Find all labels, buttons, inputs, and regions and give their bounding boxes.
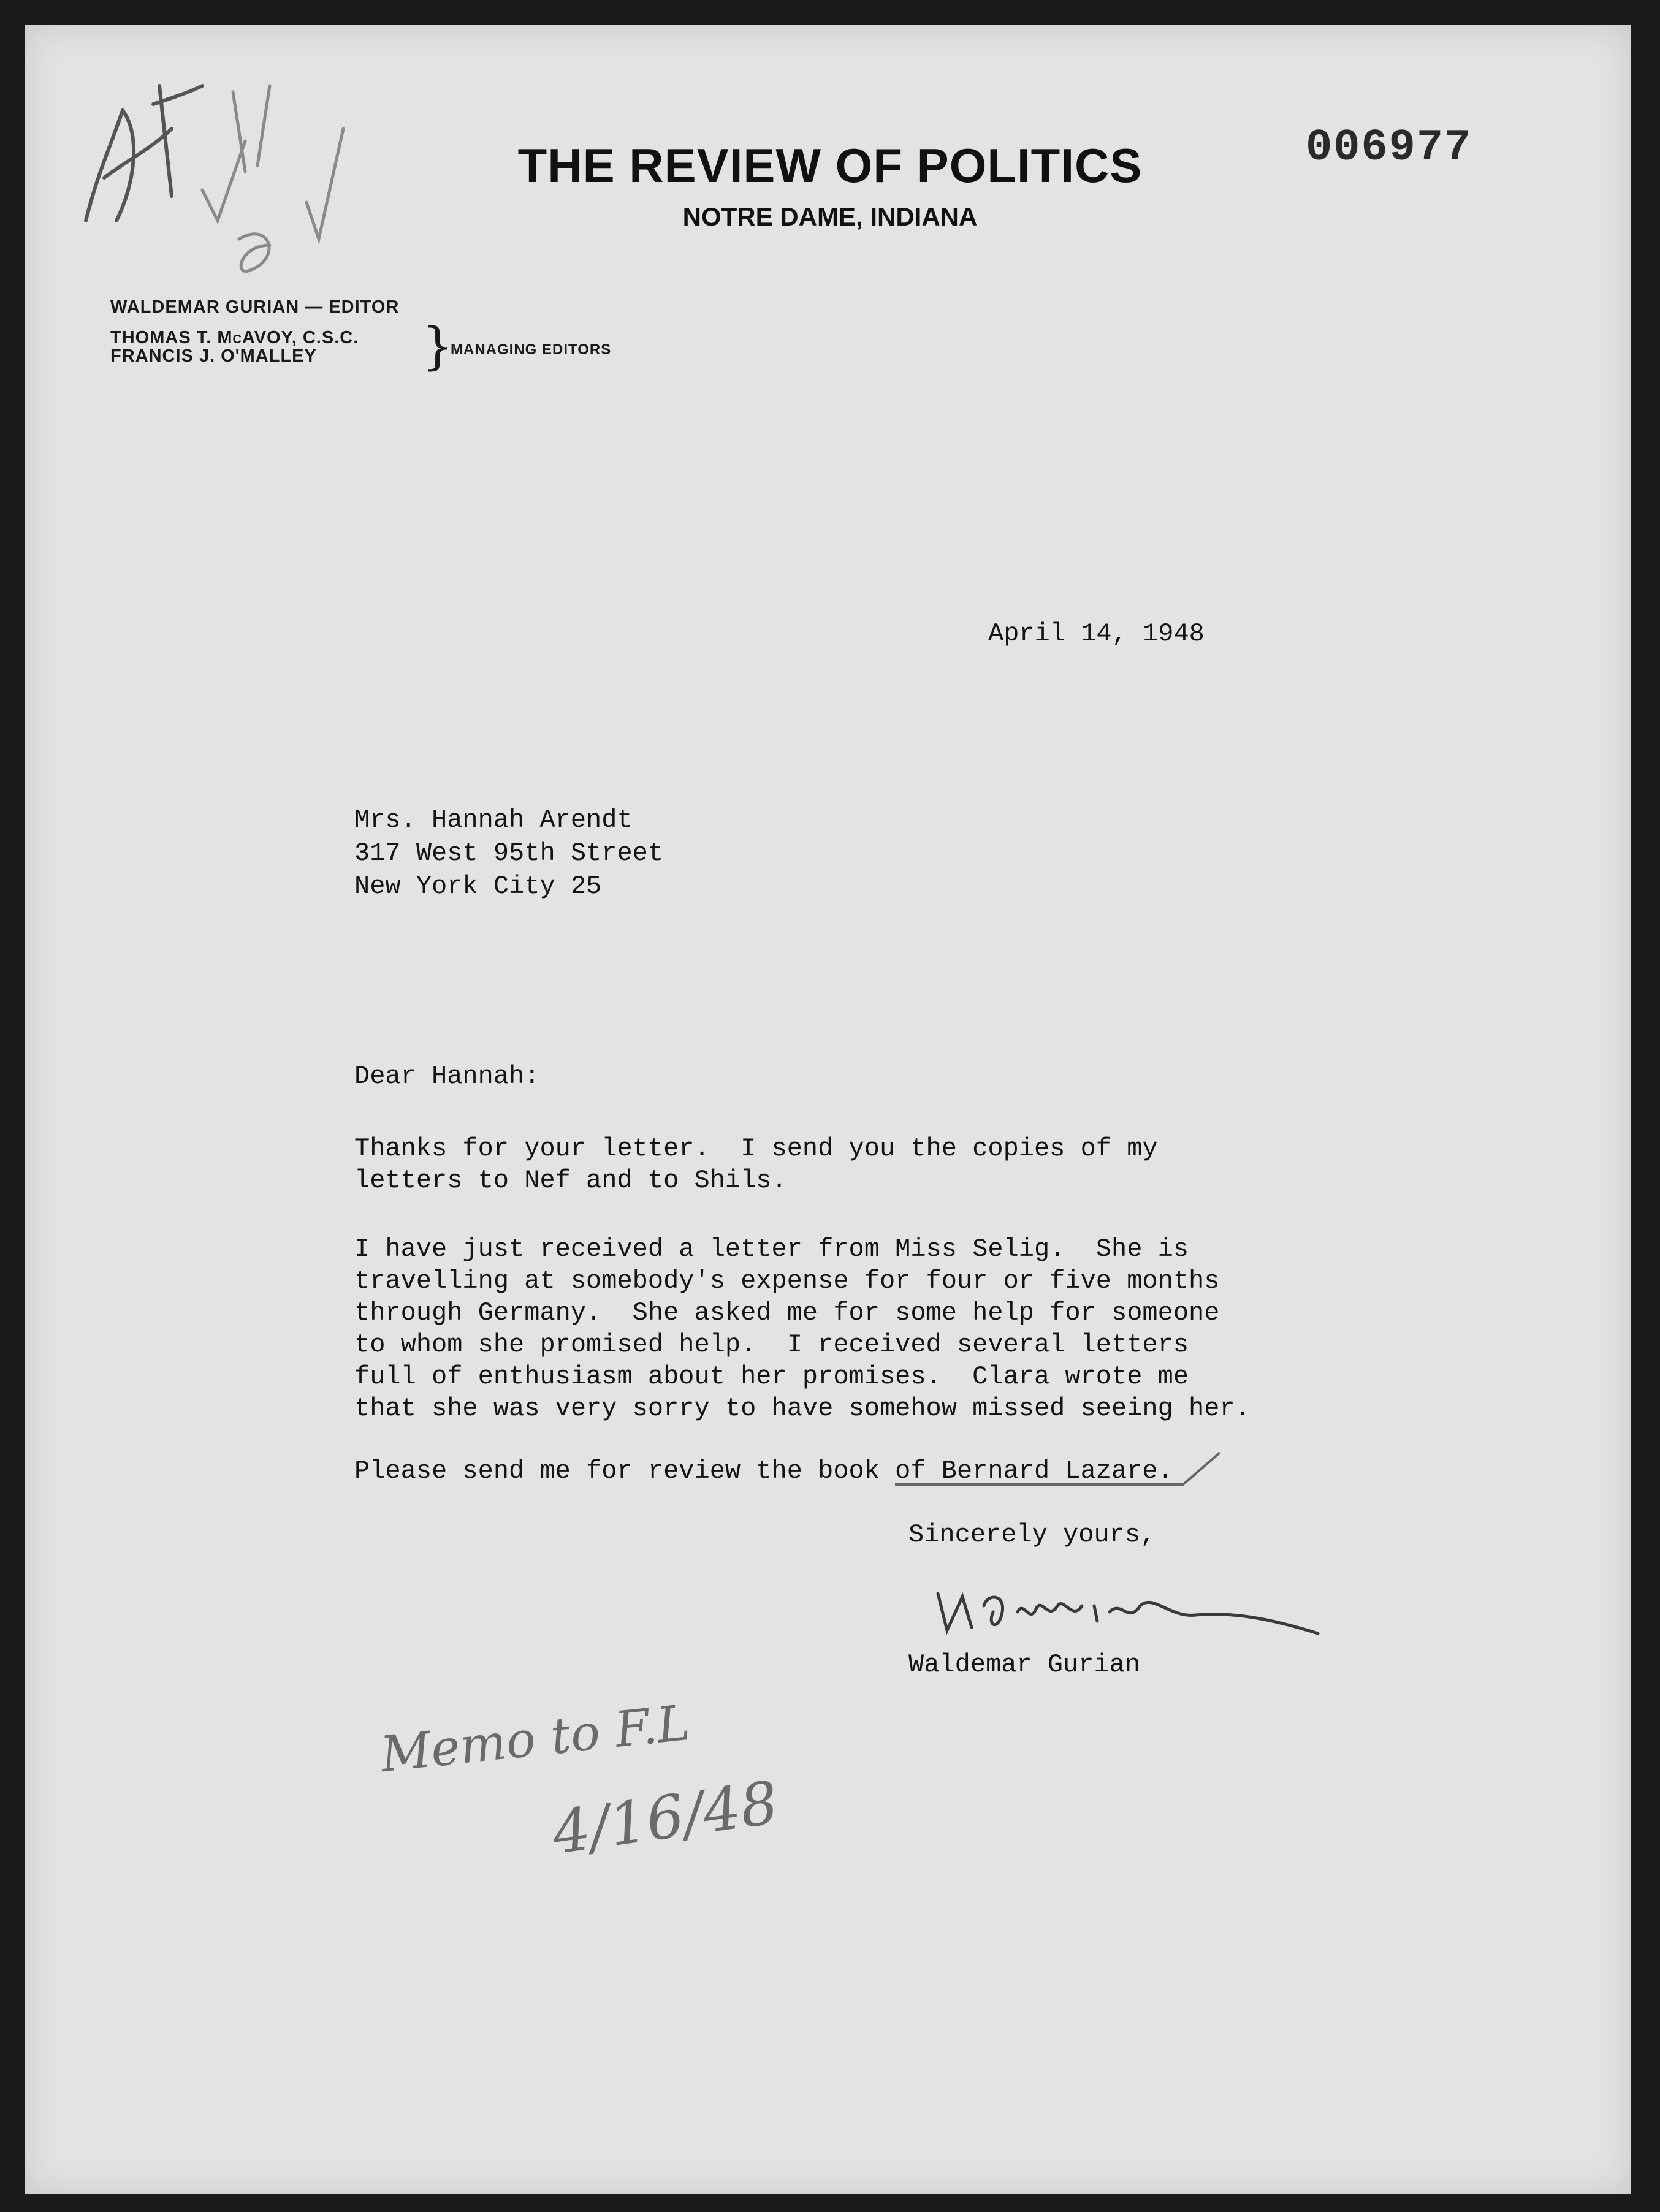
recipient-city: New York City 25 <box>354 872 602 901</box>
masthead-location: NOTRE DAME, INDIANA <box>682 202 978 231</box>
body-paragraph-2-line: to whom she promised help. I received several letters <box>354 1330 1189 1359</box>
body-paragraph-3: Please send me for review the book of Bernard Lazare. <box>354 1456 1173 1486</box>
managing-editor-1: THOMAS T. McAVOY, C.S.C. <box>110 328 359 348</box>
body-paragraph-2-line: that she was very sorry to have somehow missed seeing her. <box>354 1394 1251 1423</box>
signature <box>926 1569 1330 1655</box>
body-paragraph-2-line: full of enthusiasm about her promises. Clara wrote me <box>354 1362 1189 1391</box>
body-paragraph-2-line: I have just received a letter from Miss Selig. She is <box>354 1234 1189 1264</box>
brace: } <box>422 317 454 376</box>
document-number: 006977 <box>1306 123 1472 173</box>
managing-editor-2: FRANCIS J. O'MALLEY <box>110 346 317 366</box>
handwritten-note-line-2: 4/16/48 <box>548 1768 783 1868</box>
salutation: Dear Hannah: <box>354 1062 540 1091</box>
pencil-stroke <box>239 234 270 272</box>
body-paragraph-1-line: letters to Nef and to Shils. <box>354 1166 787 1195</box>
letter-date: April 14, 1948 <box>988 619 1205 648</box>
managing-editors-label: MANAGING EDITORS <box>451 341 612 358</box>
signature-name: Waldemar Gurian <box>908 1650 1141 1679</box>
pencil-underline <box>889 1446 1232 1496</box>
handwritten-note-line-1: Memo to F.L <box>378 1693 693 1784</box>
closing: Sincerely yours, <box>908 1520 1156 1549</box>
editor-line: WALDEMAR GURIAN — EDITOR <box>110 297 400 317</box>
body-paragraph-2-line: through Germany. She asked me for some help for someone <box>354 1298 1220 1328</box>
recipient-name: Mrs. Hannah Arendt <box>354 805 633 835</box>
recipient-street: 317 West 95th Street <box>354 838 664 868</box>
masthead-title: THE REVIEW OF POLITICS <box>517 139 1143 192</box>
body-paragraph-2-line: travelling at somebody's expense for four or five months <box>354 1266 1220 1296</box>
body-paragraph-1-line: Thanks for your letter. I send you the copies of my <box>354 1134 1158 1163</box>
